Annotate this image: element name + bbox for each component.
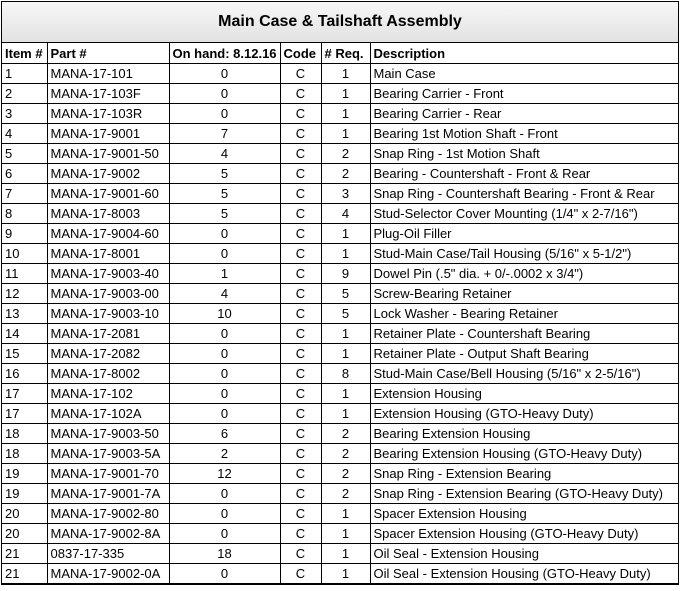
cell-description: Oil Seal - Extension Housing (GTO-Heavy Duty) xyxy=(370,564,678,584)
cell-code: C xyxy=(280,564,321,584)
cell-on-hand: 4 xyxy=(169,284,280,304)
cell-item-number: 19 xyxy=(2,484,47,504)
cell-part-number: 0837-17-335 xyxy=(47,544,169,564)
table-row xyxy=(2,504,678,524)
cell-description: Snap Ring - Extension Bearing (GTO-Heavy Duty) xyxy=(370,484,678,504)
cell-required: 2 xyxy=(321,484,370,504)
cell-on-hand: 0 xyxy=(169,484,280,504)
cell-required: 1 xyxy=(321,84,370,104)
cell-on-hand: 10 xyxy=(169,304,280,324)
cell-item-number: 4 xyxy=(2,124,47,144)
cell-required: 5 xyxy=(321,284,370,304)
cell-code: C xyxy=(280,204,321,224)
cell-description: Extension Housing (GTO-Heavy Duty) xyxy=(370,404,678,424)
table-row xyxy=(2,364,678,384)
cell-required: 1 xyxy=(321,504,370,524)
cell-part-number: MANA-17-9001-7A xyxy=(47,484,169,504)
cell-required: 8 xyxy=(321,364,370,384)
table-row xyxy=(2,564,678,584)
cell-required: 1 xyxy=(321,384,370,404)
cell-code: C xyxy=(280,104,321,124)
cell-part-number: MANA-17-8002 xyxy=(47,364,169,384)
cell-item-number: 3 xyxy=(2,104,47,124)
table-row xyxy=(2,404,678,424)
header-row xyxy=(2,43,678,64)
cell-item-number: 21 xyxy=(2,544,47,564)
cell-code: C xyxy=(280,464,321,484)
table-row xyxy=(2,204,678,224)
table-row xyxy=(2,444,678,464)
cell-on-hand: 0 xyxy=(169,104,280,124)
table-row xyxy=(2,164,678,184)
cell-required: 1 xyxy=(321,344,370,364)
table-row xyxy=(2,84,678,104)
cell-code: C xyxy=(280,304,321,324)
cell-part-number: MANA-17-9002-80 xyxy=(47,504,169,524)
cell-part-number: MANA-17-9002 xyxy=(47,164,169,184)
cell-on-hand: 0 xyxy=(169,384,280,404)
table-row xyxy=(2,344,678,364)
cell-item-number: 8 xyxy=(2,204,47,224)
cell-description: Bearing 1st Motion Shaft - Front xyxy=(370,124,678,144)
cell-part-number: MANA-17-9003-10 xyxy=(47,304,169,324)
cell-part-number: MANA-17-9004-60 xyxy=(47,224,169,244)
cell-code: C xyxy=(280,544,321,564)
cell-on-hand: 7 xyxy=(169,124,280,144)
cell-on-hand: 1 xyxy=(169,264,280,284)
cell-part-number: MANA-17-102A xyxy=(47,404,169,424)
cell-code: C xyxy=(280,224,321,244)
cell-on-hand: 18 xyxy=(169,544,280,564)
cell-part-number: MANA-17-2082 xyxy=(47,344,169,364)
cell-code: C xyxy=(280,244,321,264)
cell-description: Retainer Plate - Countershaft Bearing xyxy=(370,324,678,344)
cell-description: Oil Seal - Extension Housing xyxy=(370,544,678,564)
cell-on-hand: 5 xyxy=(169,184,280,204)
cell-code: C xyxy=(280,184,321,204)
table-row xyxy=(2,244,678,264)
cell-on-hand: 5 xyxy=(169,164,280,184)
cell-required: 2 xyxy=(321,424,370,444)
cell-code: C xyxy=(280,144,321,164)
parts-table xyxy=(2,43,678,584)
header-on-hand: On hand: 8.12.16 xyxy=(169,43,280,64)
cell-part-number: MANA-17-2081 xyxy=(47,324,169,344)
cell-item-number: 15 xyxy=(2,344,47,364)
cell-code: C xyxy=(280,124,321,144)
table-row xyxy=(2,464,678,484)
cell-item-number: 12 xyxy=(2,284,47,304)
table-row xyxy=(2,104,678,124)
cell-required: 1 xyxy=(321,324,370,344)
cell-on-hand: 0 xyxy=(169,64,280,84)
cell-required: 1 xyxy=(321,244,370,264)
cell-required: 2 xyxy=(321,444,370,464)
cell-on-hand: 4 xyxy=(169,144,280,164)
cell-code: C xyxy=(280,524,321,544)
cell-required: 9 xyxy=(321,264,370,284)
cell-on-hand: 0 xyxy=(169,344,280,364)
cell-description: Bearing Extension Housing xyxy=(370,424,678,444)
cell-on-hand: 0 xyxy=(169,564,280,584)
cell-description: Dowel Pin (.5" dia. + 0/-.0002 x 3/4") xyxy=(370,264,678,284)
cell-item-number: 18 xyxy=(2,424,47,444)
cell-code: C xyxy=(280,64,321,84)
cell-item-number: 1 xyxy=(2,64,47,84)
cell-item-number: 14 xyxy=(2,324,47,344)
cell-required: 1 xyxy=(321,404,370,424)
cell-part-number: MANA-17-103F xyxy=(47,84,169,104)
cell-part-number: MANA-17-9003-00 xyxy=(47,284,169,304)
cell-code: C xyxy=(280,404,321,424)
cell-on-hand: 0 xyxy=(169,404,280,424)
cell-description: Bearing Carrier - Front xyxy=(370,84,678,104)
cell-item-number: 10 xyxy=(2,244,47,264)
header-description: Description xyxy=(370,43,678,64)
cell-part-number: MANA-17-9003-40 xyxy=(47,264,169,284)
cell-code: C xyxy=(280,264,321,284)
cell-code: C xyxy=(280,164,321,184)
cell-code: C xyxy=(280,84,321,104)
cell-required: 4 xyxy=(321,204,370,224)
cell-required: 1 xyxy=(321,64,370,84)
table-row xyxy=(2,324,678,344)
cell-item-number: 19 xyxy=(2,464,47,484)
table-row xyxy=(2,224,678,244)
cell-required: 1 xyxy=(321,224,370,244)
cell-required: 1 xyxy=(321,104,370,124)
cell-part-number: MANA-17-103R xyxy=(47,104,169,124)
cell-item-number: 17 xyxy=(2,384,47,404)
cell-required: 1 xyxy=(321,564,370,584)
cell-code: C xyxy=(280,344,321,364)
cell-description: Stud-Selector Cover Mounting (1/4" x 2-7/16") xyxy=(370,204,678,224)
cell-item-number: 18 xyxy=(2,444,47,464)
cell-required: 2 xyxy=(321,164,370,184)
cell-item-number: 6 xyxy=(2,164,47,184)
cell-description: Lock Washer - Bearing Retainer xyxy=(370,304,678,324)
cell-part-number: MANA-17-102 xyxy=(47,384,169,404)
cell-required: 3 xyxy=(321,184,370,204)
cell-code: C xyxy=(280,364,321,384)
cell-on-hand: 6 xyxy=(169,424,280,444)
table-row xyxy=(2,524,678,544)
cell-part-number: MANA-17-9003-50 xyxy=(47,424,169,444)
cell-description: Main Case xyxy=(370,64,678,84)
cell-description: Snap Ring - Extension Bearing xyxy=(370,464,678,484)
header-code: Code xyxy=(280,43,321,64)
cell-required: 5 xyxy=(321,304,370,324)
table-row xyxy=(2,304,678,324)
table-row xyxy=(2,64,678,84)
cell-item-number: 9 xyxy=(2,224,47,244)
cell-description: Stud-Main Case/Tail Housing (5/16" x 5-1/2") xyxy=(370,244,678,264)
cell-part-number: MANA-17-8001 xyxy=(47,244,169,264)
cell-part-number: MANA-17-9003-5A xyxy=(47,444,169,464)
cell-part-number: MANA-17-9001-50 xyxy=(47,144,169,164)
table-row xyxy=(2,144,678,164)
cell-item-number: 7 xyxy=(2,184,47,204)
cell-code: C xyxy=(280,384,321,404)
table-row xyxy=(2,184,678,204)
cell-description: Stud-Main Case/Bell Housing (5/16" x 2-5/16") xyxy=(370,364,678,384)
cell-description: Bearing Carrier - Rear xyxy=(370,104,678,124)
cell-on-hand: 0 xyxy=(169,244,280,264)
cell-description: Spacer Extension Housing xyxy=(370,504,678,524)
parts-sheet xyxy=(1,1,679,585)
cell-on-hand: 2 xyxy=(169,444,280,464)
sheet-title: Main Case & Tailshaft Assembly xyxy=(2,2,678,43)
cell-item-number: 20 xyxy=(2,504,47,524)
table-row xyxy=(2,484,678,504)
cell-part-number: MANA-17-9001-60 xyxy=(47,184,169,204)
table-row xyxy=(2,264,678,284)
cell-on-hand: 0 xyxy=(169,324,280,344)
cell-required: 2 xyxy=(321,464,370,484)
table-row xyxy=(2,284,678,304)
cell-part-number: MANA-17-9002-0A xyxy=(47,564,169,584)
cell-required: 2 xyxy=(321,144,370,164)
cell-code: C xyxy=(280,484,321,504)
header-item-number: Item # xyxy=(2,43,47,64)
table-row xyxy=(2,544,678,564)
cell-on-hand: 0 xyxy=(169,84,280,104)
cell-part-number: MANA-17-9002-8A xyxy=(47,524,169,544)
cell-item-number: 2 xyxy=(2,84,47,104)
cell-description: Snap Ring - 1st Motion Shaft xyxy=(370,144,678,164)
cell-on-hand: 5 xyxy=(169,204,280,224)
cell-part-number: MANA-17-9001-70 xyxy=(47,464,169,484)
cell-code: C xyxy=(280,504,321,524)
cell-part-number: MANA-17-101 xyxy=(47,64,169,84)
cell-on-hand: 0 xyxy=(169,364,280,384)
cell-description: Bearing Extension Housing (GTO-Heavy Duty) xyxy=(370,444,678,464)
cell-item-number: 17 xyxy=(2,404,47,424)
cell-description: Spacer Extension Housing (GTO-Heavy Duty) xyxy=(370,524,678,544)
cell-required: 1 xyxy=(321,124,370,144)
header-part-number: Part # xyxy=(47,43,169,64)
cell-description: Bearing - Countershaft - Front & Rear xyxy=(370,164,678,184)
cell-item-number: 5 xyxy=(2,144,47,164)
cell-part-number: MANA-17-9001 xyxy=(47,124,169,144)
cell-on-hand: 0 xyxy=(169,504,280,524)
cell-description: Snap Ring - Countershaft Bearing - Front & Rear xyxy=(370,184,678,204)
cell-part-number: MANA-17-8003 xyxy=(47,204,169,224)
cell-code: C xyxy=(280,284,321,304)
cell-on-hand: 0 xyxy=(169,524,280,544)
cell-code: C xyxy=(280,444,321,464)
cell-description: Extension Housing xyxy=(370,384,678,404)
header-required: # Req. xyxy=(321,43,370,64)
cell-description: Plug-Oil Filler xyxy=(370,224,678,244)
table-row xyxy=(2,424,678,444)
cell-code: C xyxy=(280,324,321,344)
cell-item-number: 11 xyxy=(2,264,47,284)
cell-code: C xyxy=(280,424,321,444)
table-row xyxy=(2,124,678,144)
cell-on-hand: 12 xyxy=(169,464,280,484)
cell-item-number: 20 xyxy=(2,524,47,544)
cell-on-hand: 0 xyxy=(169,224,280,244)
table-row xyxy=(2,384,678,404)
cell-item-number: 13 xyxy=(2,304,47,324)
cell-description: Retainer Plate - Output Shaft Bearing xyxy=(370,344,678,364)
cell-item-number: 16 xyxy=(2,364,47,384)
cell-description: Screw-Bearing Retainer xyxy=(370,284,678,304)
cell-required: 1 xyxy=(321,524,370,544)
cell-item-number: 21 xyxy=(2,564,47,584)
cell-required: 1 xyxy=(321,544,370,564)
